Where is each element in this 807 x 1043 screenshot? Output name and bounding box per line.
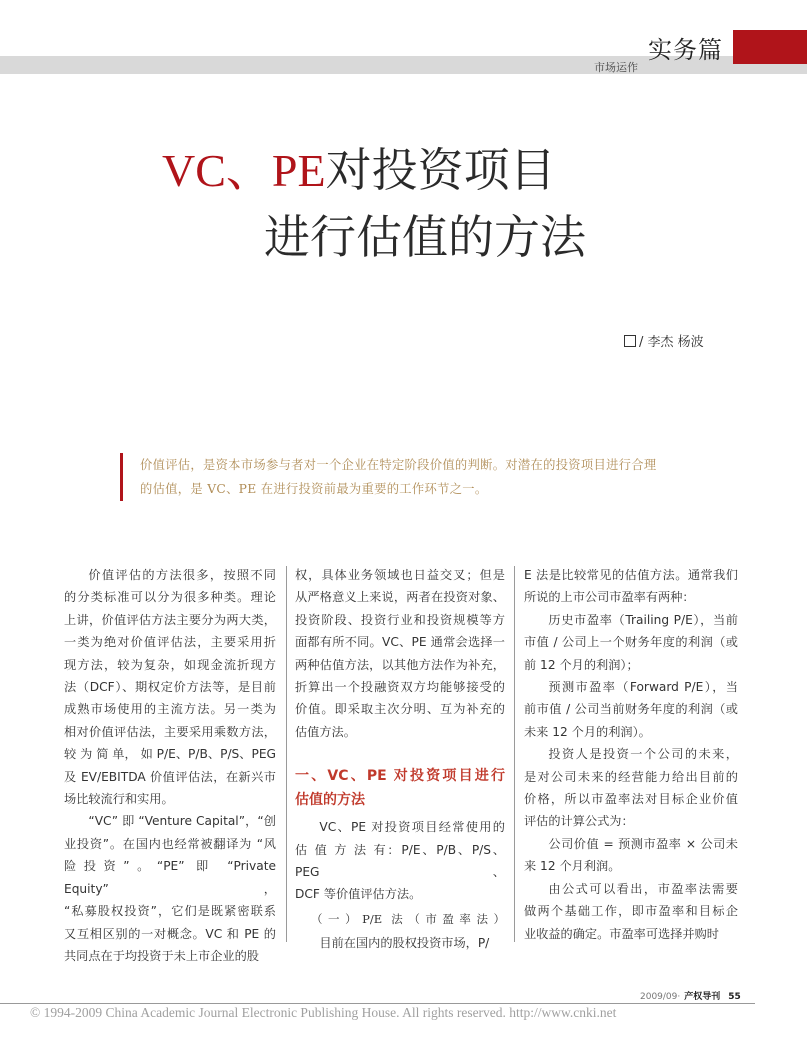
col2-intro (295, 564, 505, 743)
page-number: 55 (728, 992, 741, 1002)
abstract-line: 价值评估，是资本市场参与者对一个企业在特定阶段价值的判断。对潜在的投资项目进行合理 (140, 458, 657, 472)
body-line: 两种估值方法，以其他方法作为补充， (295, 657, 505, 672)
body-line: 折算出一个投融资双方均能够接受的 (295, 680, 505, 695)
abstract-line: 的估值，是 VC、PE 在进行投资前最为重要的工作环节之一。 (140, 482, 488, 496)
body-line: 业投资”。在国内也经常被翻译为 “风 (64, 836, 276, 851)
body-line: 法（DCF）、期权定价方法等，是目前 (64, 680, 276, 695)
body-line: 及 EV/EBITDA 价值评估法，在新兴市 (64, 769, 276, 784)
column-divider (514, 566, 515, 942)
section-heading-line: 估值的方法 (295, 792, 365, 809)
body-line: 现方法，较为复杂，如现金流折现方 (64, 657, 276, 672)
folio (640, 989, 741, 1002)
body-line: 价值。即采取主次分明、互为补充的 (295, 702, 505, 717)
subsection-heading: （一）P/E 法（市盈率法） (311, 911, 505, 926)
body-line: 投资阶段、投资行业和投资规模等方 (295, 612, 505, 627)
headline-line-2: 进行估值的方法 (264, 210, 586, 264)
body-line: 市值 / 公司上一个财务年度的利润（或 (524, 635, 738, 650)
body-line: 做两个基础工作，即市盈率和目标企 (524, 904, 738, 919)
body-line: “VC” 即 “Venture Capital”，“创 (88, 814, 276, 829)
abstract (120, 453, 720, 501)
body-line: 历史市盈率（Trailing P/E），当前 (548, 612, 738, 627)
body-line: 较 为 简 单， 如 P/E、P/B、P/S、PEG (64, 747, 276, 762)
section-accent-block (733, 30, 807, 64)
body-line: 来 12 个月利润。 (524, 859, 621, 874)
body-column-3 (524, 564, 738, 945)
copyright-notice: © 1994-2009 China Academic Journal Electronic Publishing House. All rights reserved. http://www.cnki.net (30, 1005, 617, 1020)
body-line: 价格，所以市盈率法对目标企业价值 (524, 792, 738, 807)
body-line: 的分类标准可以分为很多种类。理论 (64, 590, 276, 605)
body-line: 权，具体业务领域也日益交叉；但是 (295, 568, 505, 582)
body-line: 未来 12 个月的利润）。 (524, 724, 651, 739)
body-line: 前市值 / 公司当前财务年度的利润（或 (524, 702, 738, 717)
col2-paragraph (295, 816, 505, 906)
body-line: “私募股权投资”，它们是既紧密联系 (64, 904, 276, 919)
body-line: 共同点在于均投资于未上市企业的股 (64, 948, 259, 963)
column-label: 市场运作 (594, 61, 638, 74)
body-line: 险投资”。“PE” 即 “Private Equity”， (64, 859, 276, 896)
body-line: 所说的上市公司市盈率有两种： (524, 590, 695, 605)
body-column-1 (64, 564, 276, 967)
byline (624, 331, 704, 350)
byline-authors: / 李杰 杨波 (639, 335, 704, 350)
body-line: 从严格意义上来说，两者在投资对象、 (295, 590, 505, 605)
body-line: 目前在国内的股权投资市场，P/ (319, 936, 490, 951)
body-line: 场比较流行和实用。 (64, 792, 174, 807)
magazine-name: 产权导刊 (684, 992, 721, 1002)
body-line: 估值方法。 (295, 724, 356, 739)
section-heading (295, 764, 505, 812)
footer-rule (0, 1003, 755, 1004)
body-line: 预测市盈率（Forward P/E），当 (548, 680, 738, 695)
body-line: 业收益的确定。市盈率可选择并购时 (524, 926, 719, 941)
body-line: 上讲，价值评估方法主要分为两大类， (64, 612, 276, 627)
body-line: E 法是比较常见的估值方法。通常我们 (524, 568, 738, 582)
body-line: 是对公司未来的经营能力给出目前的 (524, 769, 738, 784)
body-line: 价值评估的方法很多，按照不同 (88, 568, 276, 582)
body-line: 公司价值 = 预测市盈率 × 公司未 (548, 836, 738, 851)
body-line: 一类为绝对价值评估法，主要采用折 (64, 635, 276, 650)
body-line: 估 值 方 法 有：P/E、P/B、P/S、PEG、 (295, 842, 505, 880)
body-line: 评估的计算公式为： (524, 814, 634, 829)
body-column-2 (295, 564, 505, 955)
body-line: VC、PE 对投资项目经常使用的 (319, 820, 505, 835)
byline-square-icon (624, 335, 636, 347)
headline-cjk: 对投资项目 (325, 143, 556, 197)
headline-line-1 (162, 142, 556, 199)
section-heading-line: 一、VC、PE 对投资项目进行 (295, 768, 505, 785)
section-title: 实务篇 (648, 36, 723, 64)
body-line: 成熟市场使用的主流方法。另一类为 (64, 702, 276, 717)
issue-date: 2009/09· (640, 992, 681, 1002)
column-divider (286, 566, 287, 942)
body-line: 面都有所不同。VC、PE 通常会选择一 (295, 635, 505, 650)
body-line: DCF 等价值评估方法。 (295, 887, 422, 902)
body-line: 投资人是投资一个公司的未来， (548, 747, 738, 762)
body-line: 由公式可以看出，市盈率法需要 (548, 881, 738, 896)
body-line: 相对价值评估法，主要采用乘数方法， (64, 724, 276, 739)
headline-latin: VC、PE (162, 145, 326, 196)
body-line: 前 12 个月的利润）； (524, 657, 639, 672)
body-line: 又互相区别的一对概念。VC 和 PE 的 (64, 926, 276, 941)
